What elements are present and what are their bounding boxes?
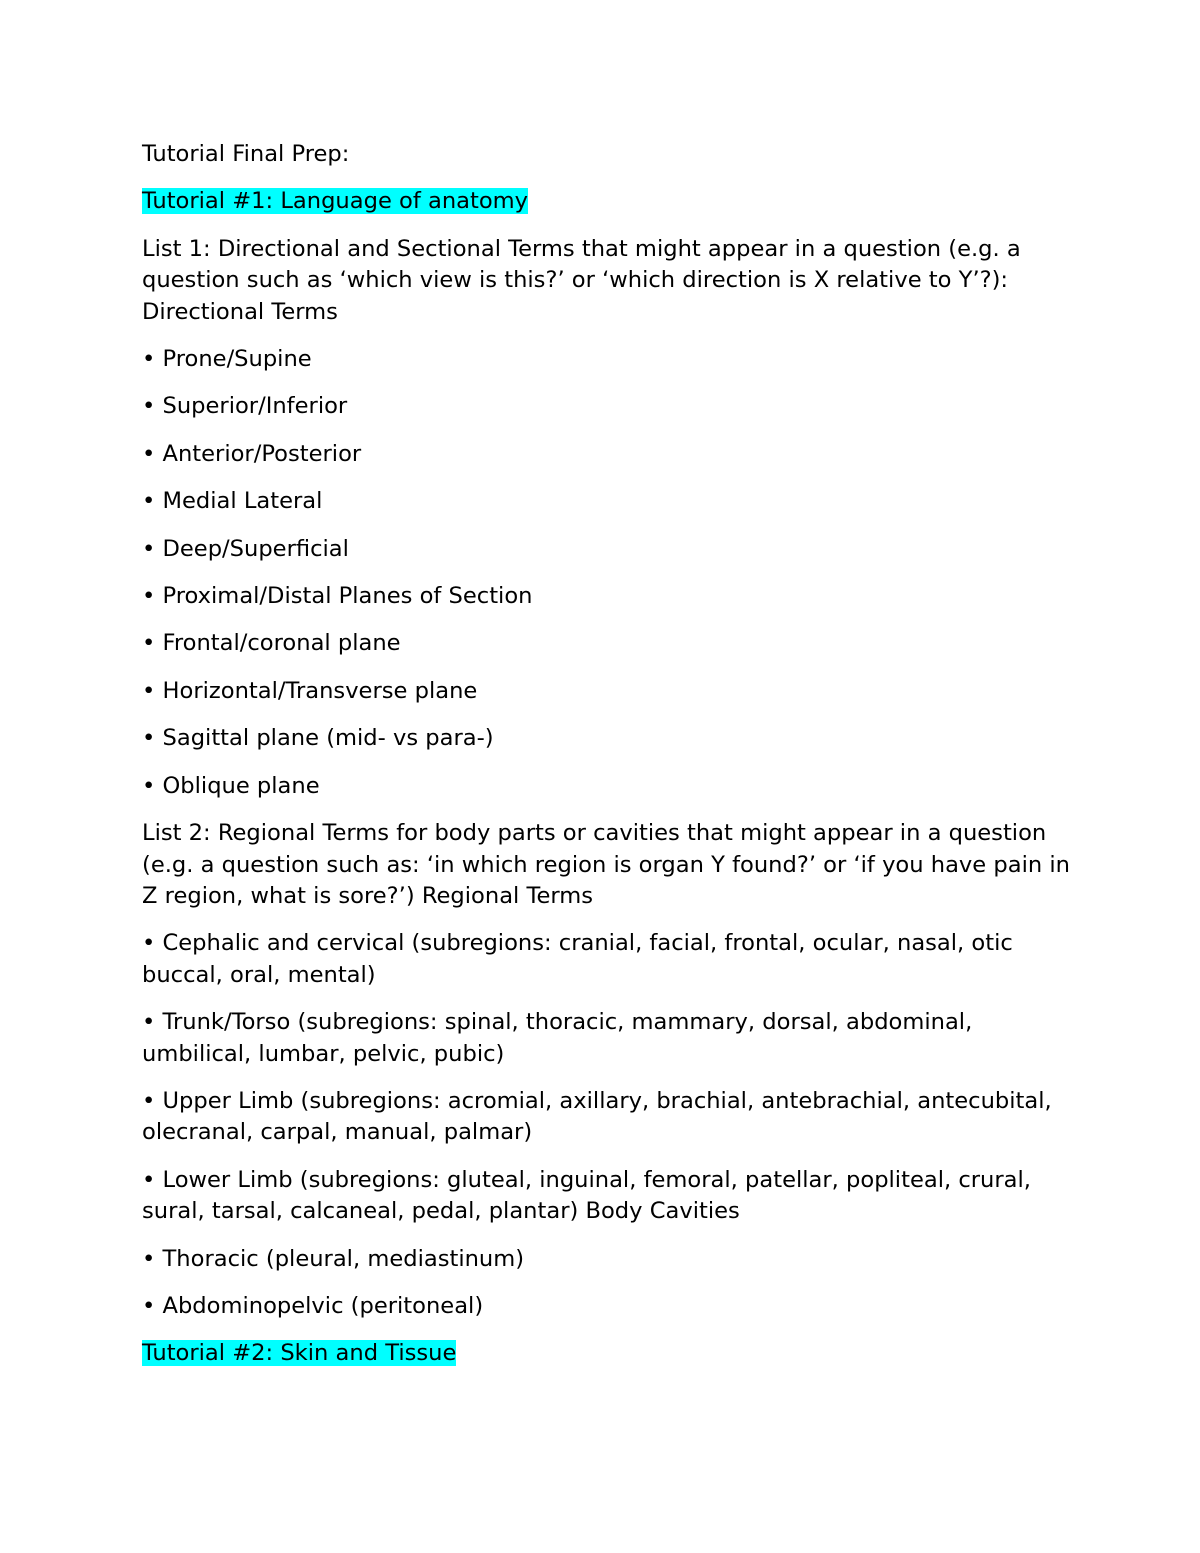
list-item: • Deep/Superficial xyxy=(142,535,349,562)
list-item: • Cephalic and cervical (subregions: cranial, facial, frontal, ocular, nasal, otic buccal, oral, mental) xyxy=(142,930,1013,988)
list-item: • Oblique plane xyxy=(142,772,320,799)
list-2 xyxy=(142,928,1072,1322)
list-item: • Superior/Inferior xyxy=(142,393,348,420)
list-item: • Lower Limb (subregions: gluteal, inguinal, femoral, patellar, popliteal, crural, sural, tarsal, calcaneal, pedal, plantar) Body Cavities xyxy=(142,1166,1031,1225)
document-body xyxy=(142,139,1072,1386)
list-item: • Upper Limb (subregions: acromial, axillary, brachial, antebrachial, antecubital, olecranal, carpal, manual, palmar) xyxy=(142,1087,1052,1146)
list-item: • Prone/Supine xyxy=(142,346,312,373)
list-item: • Proximal/Distal Planes of Section xyxy=(142,583,533,610)
list-item: • Anterior/Posterior xyxy=(142,440,362,467)
tutorial-1-heading-text: Tutorial #1: Language of anatomy xyxy=(142,188,529,215)
list-item: • Abdominopelvic (peritoneal) xyxy=(142,1292,484,1319)
tutorial-2-heading-text: Tutorial #2: Skin and Tissue xyxy=(142,1340,457,1367)
list-2-intro: List 2: Regional Terms for body parts or cavities that might appear in a question (e.g. a question such as: ‘in which region is organ Y found?’ or ‘if you have pain in Z region, what is sore?’) Regional Terms xyxy=(142,820,1070,909)
tutorial-2-heading xyxy=(142,1338,1072,1369)
list-1-intro: List 1: Directional and Sectional Terms that might appear in a question (e.g. a question such as ‘which view is this?’ or ‘which direction is X relative to Y’?): Directional Terms xyxy=(142,235,1021,325)
list-1 xyxy=(142,344,1072,802)
list-item: • Sagittal plane (mid- vs para-) xyxy=(142,725,494,752)
list-item: • Medial Lateral xyxy=(142,488,323,515)
tutorial-1-heading xyxy=(142,186,1072,217)
list-item: • Trunk/Torso (subregions: spinal, thoracic, mammary, dorsal, abdominal, umbilical, lumbar, pelvic, pubic) xyxy=(142,1009,973,1067)
list-item: • Frontal/coronal plane xyxy=(142,630,401,657)
document-title: Tutorial Final Prep: xyxy=(142,141,350,167)
list-item: • Horizontal/Transverse plane xyxy=(142,677,478,704)
list-item: • Thoracic (pleural, mediastinum) xyxy=(142,1245,525,1272)
